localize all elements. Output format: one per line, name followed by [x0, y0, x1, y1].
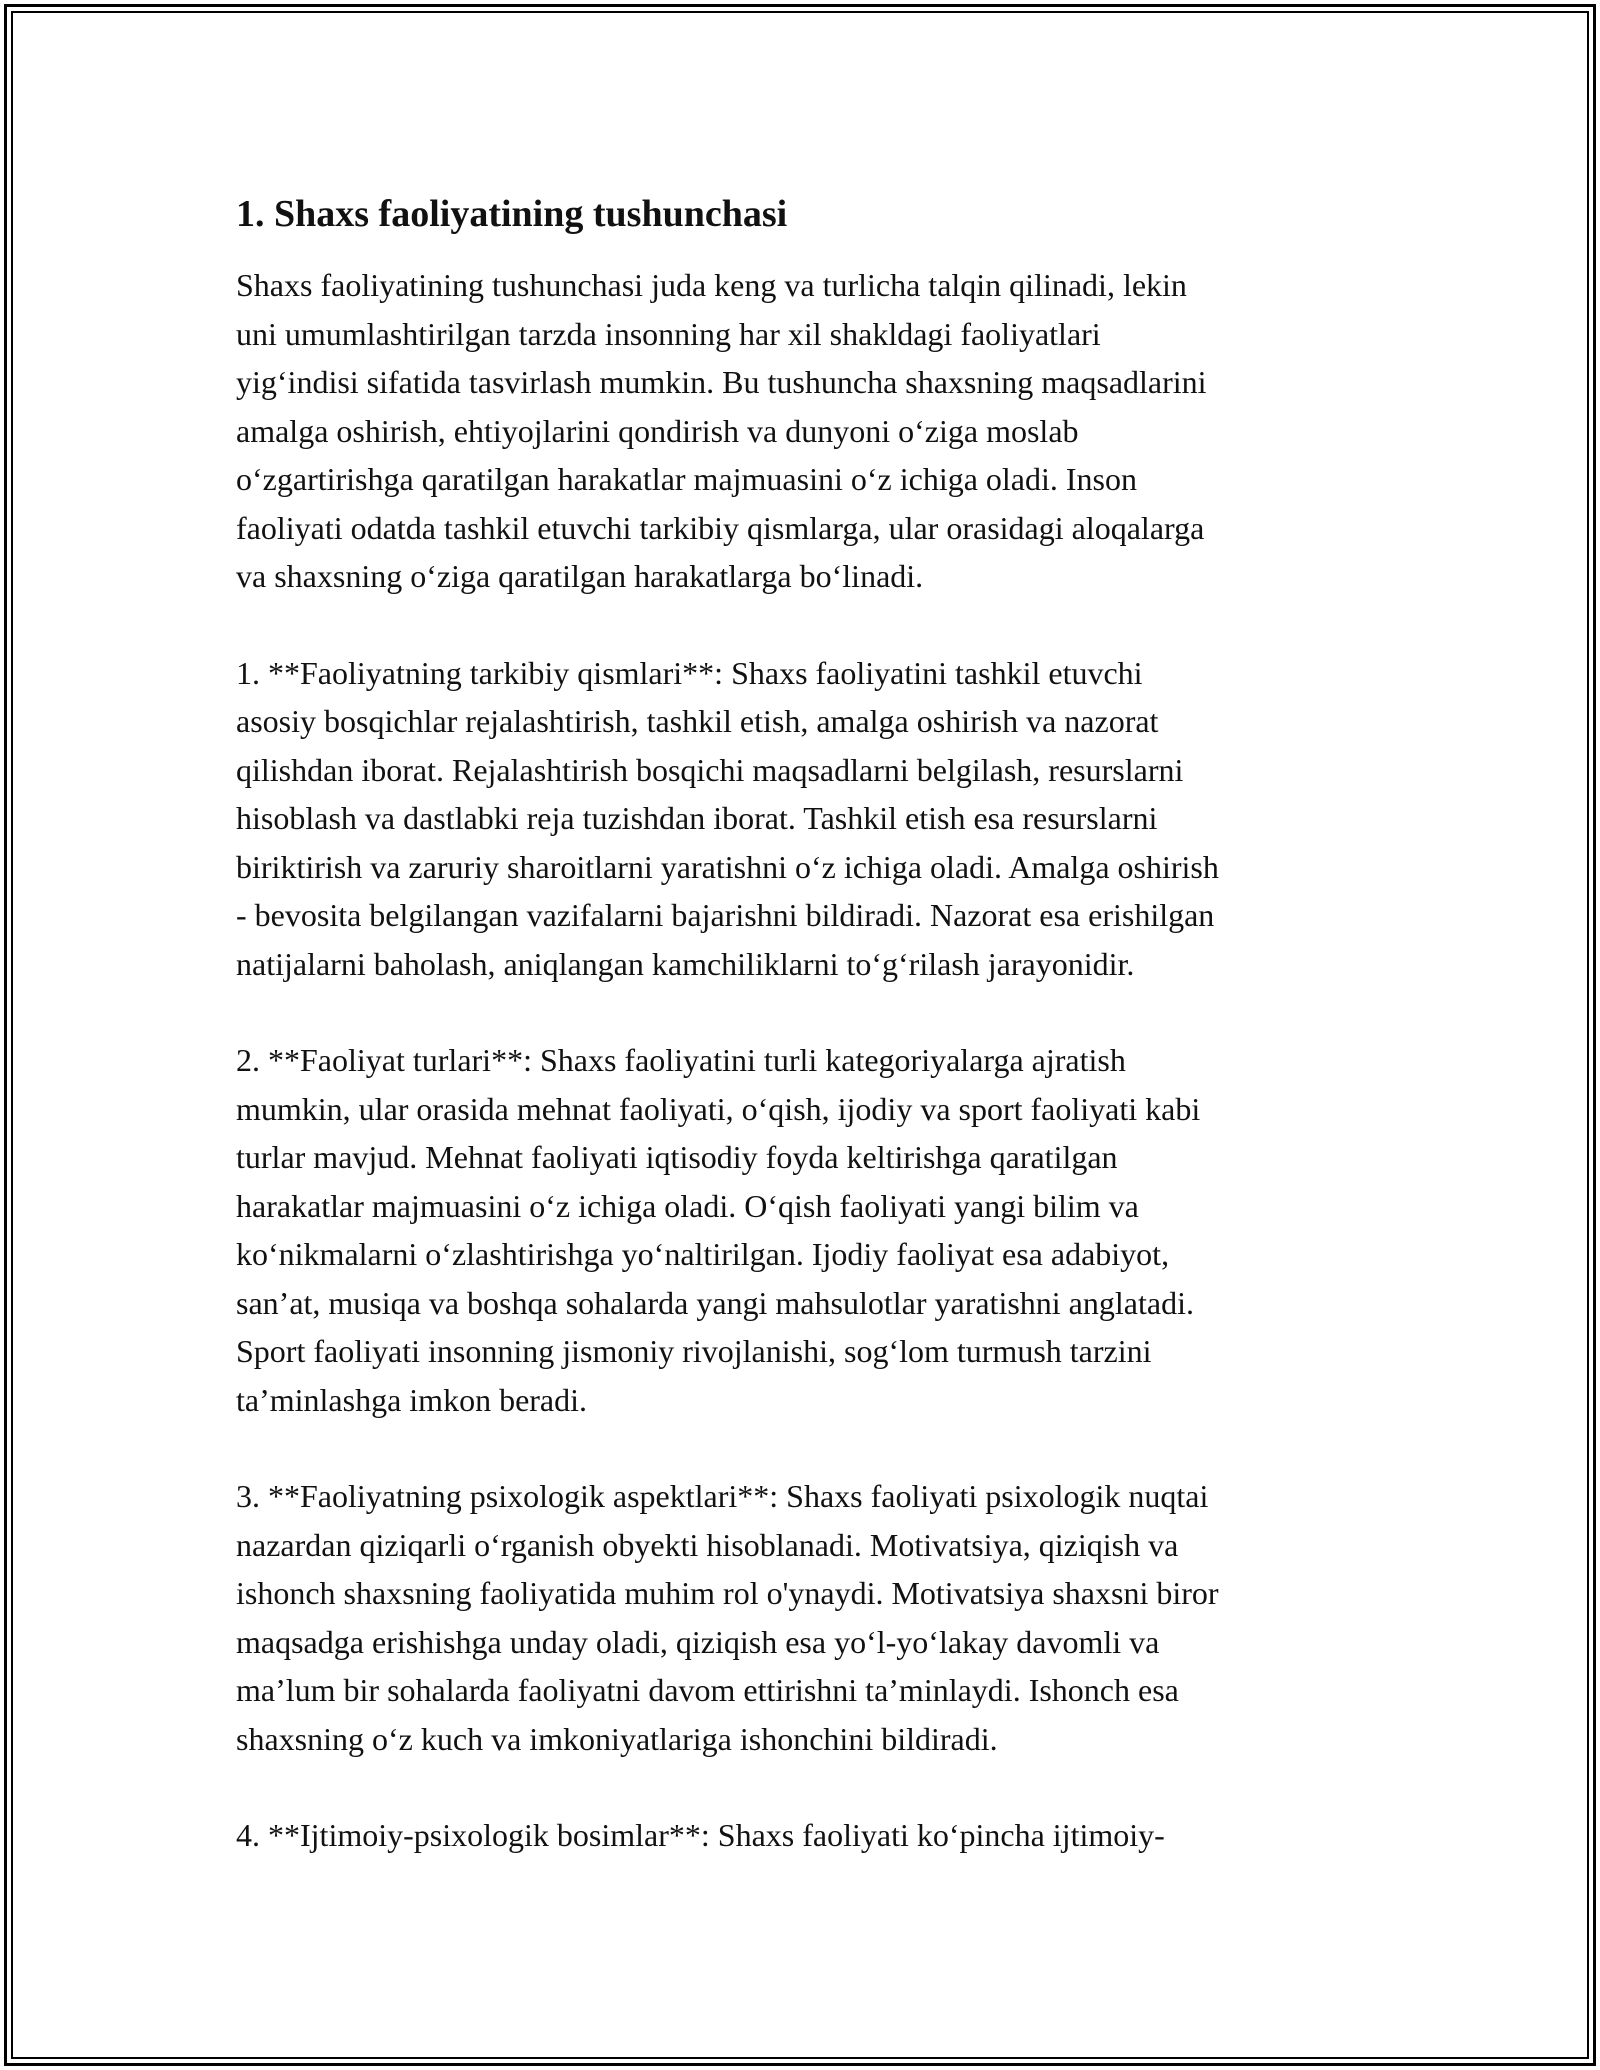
text-line: yig‘indisi sifatida tasvirlash mumkin. Bu tushuncha shaxsning maqsadlarini — [236, 364, 1207, 400]
text-line: 3. **Faoliyatning psixologik aspektlari**: Shaxs faoliyati psixologik nuqtai — [236, 1478, 1209, 1514]
text-line: hisoblash va dastlabki reja tuzishdan iborat. Tashkil etish esa resurslarni — [236, 800, 1158, 836]
text-line: Shaxs faoliyatining tushunchasi juda keng va turlicha talqin qilinadi, lekin — [236, 267, 1187, 303]
text-line: ta’minlashga imkon beradi. — [236, 1381, 588, 1418]
text-line: san’at, musiqa va boshqa sohalarda yangi mahsulotlar yaratishni anglatadi. — [236, 1284, 1194, 1321]
text-line: maqsadga erishishga unday oladi, qiziqish esa yo‘l-yo‘lakay davomli va — [236, 1623, 1160, 1660]
text-line: ma’lum bir sohalarda faoliyatni davom ettirishni ta’minlaydi. Ishonch esa — [236, 1672, 1179, 1708]
text-line: mumkin, ular orasida mehnat faoliyati, o‘qish, ijodiy va sport faoliyati kabi — [236, 1090, 1201, 1127]
text-line: nazardan qiziqarli o‘rganish obyekti hisoblanadi. Motivatsiya, qiziqish va — [236, 1526, 1179, 1563]
list-item-paragraph-2 — [236, 1036, 1376, 1424]
text-line: qilishdan iborat. Rejalashtirish bosqichi maqsadlarni belgilash, resurslarni — [236, 751, 1184, 788]
text-line: 4. **Ijtimoiy-psixologik bosimlar**: Shaxs faoliyati ko‘pincha ijtimoiy- — [236, 1817, 1165, 1853]
text-line: uni umumlashtirilgan tarzda insonning har xil shakldagi faoliyatlari — [236, 315, 1101, 352]
text-line: shaxsning o‘z kuch va imkoniyatlariga ishonchini bildiradi. — [236, 1720, 998, 1757]
text-line: o‘zgartirishga qaratilgan harakatlar majmuasini o‘z ichiga oladi. Inson — [236, 461, 1137, 497]
intro-paragraph — [236, 261, 1376, 601]
text-line: va shaxsning o‘ziga qaratilgan harakatlarga bo‘linadi. — [236, 558, 924, 594]
document-page — [236, 188, 1376, 1908]
text-line: turlar mavjud. Mehnat faoliyati iqtisodiy foyda keltirishga qaratilgan — [236, 1139, 1118, 1175]
text-line: 2. **Faoliyat turlari**: Shaxs faoliyatini turli kategoriyalarga ajratish — [236, 1042, 1126, 1078]
text-line: Sport faoliyati insonning jismoniy rivojlanishi, sog‘lom turmush tarzini — [236, 1333, 1152, 1369]
list-item-paragraph-4 — [236, 1811, 1376, 1860]
list-item-paragraph-3 — [236, 1472, 1376, 1763]
list-item-paragraph-1 — [236, 649, 1376, 989]
text-line: faoliyati odatda tashkil etuvchi tarkibiy qismlarga, ular orasidagi aloqalarga — [236, 509, 1205, 546]
text-line: amalga oshirish, ehtiyojlarini qondirish va dunyoni o‘ziga moslab — [236, 412, 1079, 449]
text-line: asosiy bosqichlar rejalashtirish, tashkil etish, amalga oshirish va nazorat — [236, 703, 1159, 739]
text-line: ko‘nikmalarni o‘zlashtirishga yo‘naltirilgan. Ijodiy faoliyat esa adabiyot, — [236, 1236, 1170, 1272]
text-line: harakatlar majmuasini o‘z ichiga oladi. O‘qish faoliyati yangi bilim va — [236, 1187, 1139, 1224]
text-line: natijalarni baholash, aniqlangan kamchiliklarni to‘g‘rilash jarayonidir. — [236, 945, 1135, 982]
text-line: ishonch shaxsning faoliyatida muhim rol o'ynaydi. Motivatsiya shaxsni biror — [236, 1575, 1219, 1611]
section-heading: 1. Shaxs faoliyatining tushunchasi — [236, 193, 788, 235]
text-line: biriktirish va zaruriy sharoitlarni yaratishni o‘z ichiga oladi. Amalga oshirish — [236, 848, 1219, 885]
text-line: 1. **Faoliyatning tarkibiy qismlari**: Shaxs faoliyatini tashkil etuvchi — [236, 654, 1143, 691]
text-line: - bevosita belgilangan vazifalarni bajarishni bildiradi. Nazorat esa erishilgan — [236, 897, 1215, 933]
